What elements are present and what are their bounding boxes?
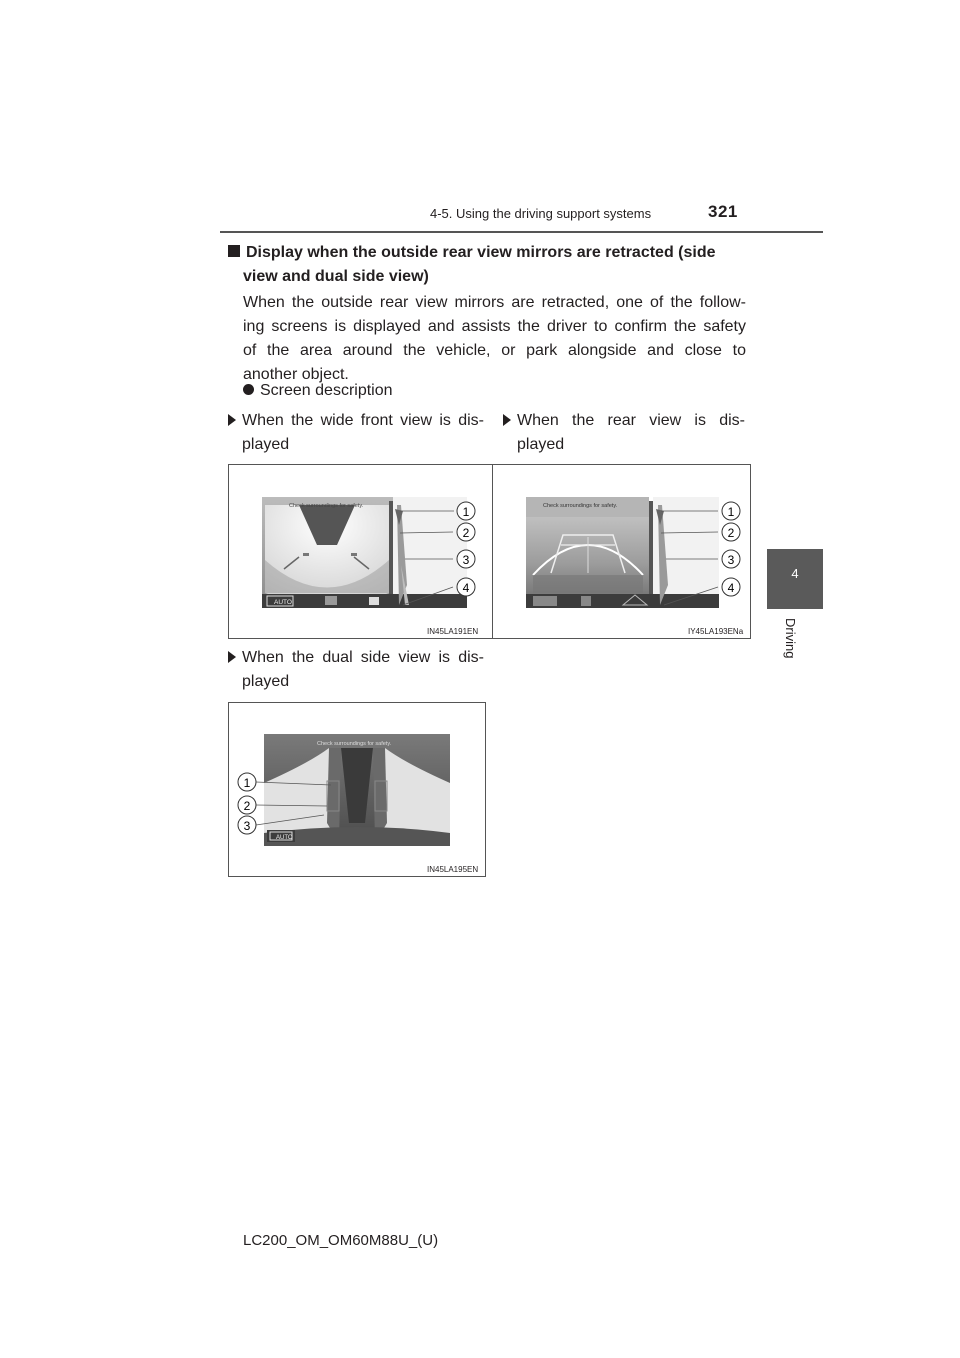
callout-1: 1 [727,505,735,519]
body-paragraph [243,291,746,387]
callout-circles [722,502,740,596]
header-rule [220,231,823,233]
heading-line-1: Display when the outside rear view mirrors are retracted (side [246,244,716,261]
rear-view-illustration [493,465,750,638]
figure-caption-rear [503,409,749,457]
paragraph-line-2: ing screens is displayed and assists the driver to confirm the safety [243,318,746,335]
callout-3: 3 [462,553,470,567]
wide-front-view-illustration [229,465,493,638]
caption-line-1: When the dual side view is dis- [242,649,484,666]
auto-label: AUTO [276,835,293,841]
callout-2: 2 [462,526,470,540]
paragraph-line-3: of the area around the vehicle, or park alongside and close to [243,342,746,359]
chapter-tab-label: Driving [783,618,798,659]
section-heading [228,241,746,289]
auto-label: AUTO [274,599,292,606]
figure-caption-wide-front [228,409,484,457]
caption-arrow-icon [228,414,236,426]
document-footer-code: LC200_OM_OM60M88U_(U) [243,1232,439,1249]
page-number: 321 [708,202,738,221]
screen-message: Check surroundings for safety. [317,741,392,747]
caption-line-1: When the wide front view is dis- [242,412,484,429]
figure-code: IN45LA195EN [427,865,479,874]
callout-circles [238,773,256,834]
caption-line-1: When the rear view is dis- [517,412,745,429]
figure-rear-view [492,464,751,639]
chapter-tab-label-wrap [782,618,802,678]
callout-1: 1 [462,505,470,519]
caption-arrow-icon [503,414,511,426]
callout-3: 3 [727,553,735,567]
square-bullet-icon [228,245,240,257]
bullet-item [243,379,393,403]
figure-code: IY45LA193ENa [688,627,744,636]
dual-side-view-illustration [229,703,485,876]
screen-message: Check surroundings for safety. [289,503,364,509]
callout-4: 4 [462,581,470,595]
paragraph-line-1: When the outside rear view mirrors are retracted, one of the follow- [243,294,746,311]
figure-wide-front-view [228,464,494,639]
chapter-tab-number: 4 [791,566,799,581]
figure-dual-side-view [228,702,486,877]
callout-3: 3 [243,819,251,833]
callout-4: 4 [727,581,735,595]
bullet-text: Screen description [260,382,393,399]
paragraph-line-4: another object. [243,366,349,383]
figure-code: IN45LA191EN [427,627,479,636]
screen-message: Check surroundings for safety. [543,503,618,509]
callout-1: 1 [243,776,251,790]
callout-2: 2 [243,799,251,813]
running-header-section: 4-5. Using the driving support systems [430,206,652,221]
caption-line-2: played [242,436,290,453]
caption-arrow-icon [228,651,236,663]
caption-line-2: played [517,436,565,453]
caption-line-2: played [242,673,290,690]
bullet-dot-icon [243,384,254,395]
callout-2: 2 [727,526,735,540]
figure-caption-dual-side [228,646,484,694]
heading-line-2: view and dual side view) [243,268,429,285]
